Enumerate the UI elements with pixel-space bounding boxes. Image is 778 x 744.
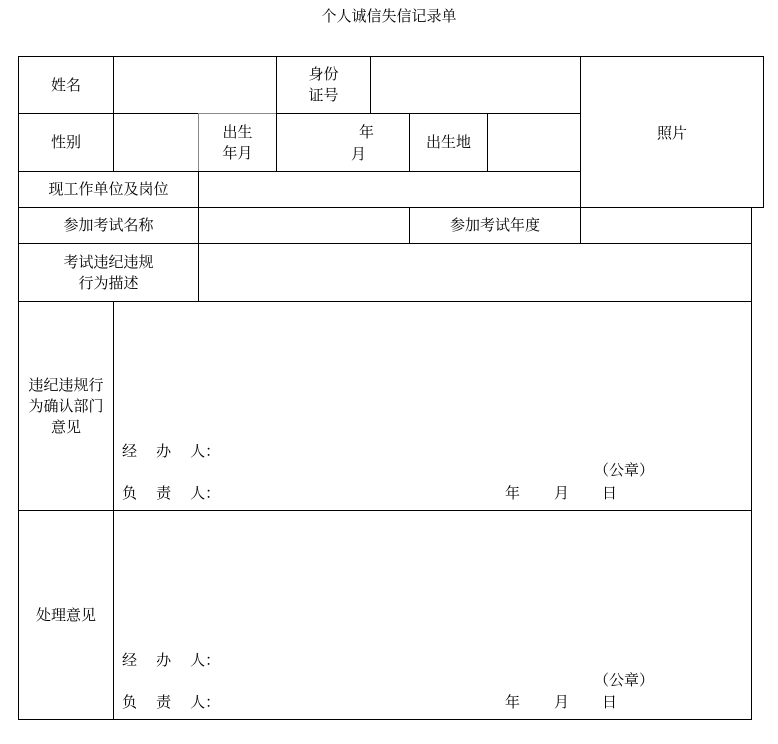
violation-description-label-line2: 行为描述 [78, 273, 139, 292]
birth-date-label-line2: 年月 [222, 143, 253, 162]
exam-year-label: 参加考试年度 [449, 216, 540, 234]
workplace-label: 现工作单位及岗位 [48, 180, 169, 198]
id-number-label-line1: 身份 [308, 65, 339, 83]
confirm-dept-label-cell [18, 301, 114, 511]
photo-label: 照片 [656, 124, 687, 142]
confirm-date-year: 年 [505, 484, 521, 502]
handling-opinion-label-cell [18, 510, 114, 720]
birth-date-label-line1: 出生 [222, 122, 253, 141]
handling-opinion-label: 处理意见 [35, 605, 96, 624]
photo-cell[interactable] [580, 56, 764, 208]
confirm-handler-label: 经 办 人： [122, 442, 221, 460]
confirm-responsible-label: 负 责 人： [122, 484, 221, 502]
confirm-dept-label-line1: 违纪违规行 [28, 375, 104, 394]
workplace-label-cell [18, 171, 199, 208]
exam-year-label-cell [409, 207, 581, 244]
violation-description-label-line1: 考试违纪违规 [63, 252, 154, 271]
id-number-value-cell[interactable] [370, 56, 581, 114]
confirm-date-month: 月 [554, 484, 570, 502]
exam-year-value-cell[interactable] [580, 207, 752, 244]
name-value-cell[interactable] [113, 56, 277, 114]
id-number-label-line2: 证号 [308, 86, 339, 104]
handling-date-month: 月 [554, 693, 570, 711]
birth-date-value-cell[interactable] [276, 113, 410, 172]
exam-name-value-cell[interactable] [198, 207, 410, 244]
birth-date-label-cell [198, 113, 277, 172]
exam-name-label-cell [18, 207, 199, 244]
confirm-date-day: 日 [602, 484, 618, 502]
gender-label-cell [18, 113, 114, 172]
birth-month-label: 月 [351, 145, 367, 163]
birthplace-label-cell [409, 113, 488, 172]
name-label: 姓名 [50, 75, 81, 94]
confirm-seal-label: （公章） [594, 461, 655, 479]
gender-label: 性别 [50, 133, 81, 151]
handling-date-day: 日 [602, 693, 618, 711]
handling-seal-label: （公章） [594, 671, 655, 689]
exam-name-label: 参加考试名称 [63, 216, 154, 234]
confirm-dept-label-line2: 为确认部门 [28, 396, 104, 415]
workplace-value-cell[interactable] [198, 171, 581, 208]
name-label-cell [18, 56, 114, 114]
confirm-dept-opinion-cell[interactable] [113, 301, 752, 511]
form-title: 个人诚信失信记录单 [321, 7, 457, 25]
birthplace-value-cell[interactable] [487, 113, 581, 172]
violation-description-label-cell [18, 243, 199, 302]
handling-opinion-cell[interactable] [113, 510, 752, 720]
confirm-dept-label-line3: 意见 [50, 417, 81, 436]
handling-responsible-label: 负 责 人： [122, 693, 221, 711]
violation-description-value-cell[interactable] [198, 243, 752, 302]
birth-year-label: 年 [359, 123, 375, 141]
id-number-label-cell [276, 56, 371, 114]
handling-handler-label: 经 办 人： [122, 651, 221, 669]
birthplace-label: 出生地 [425, 133, 471, 151]
gender-value-cell[interactable] [113, 113, 199, 172]
handling-date-year: 年 [505, 693, 521, 711]
